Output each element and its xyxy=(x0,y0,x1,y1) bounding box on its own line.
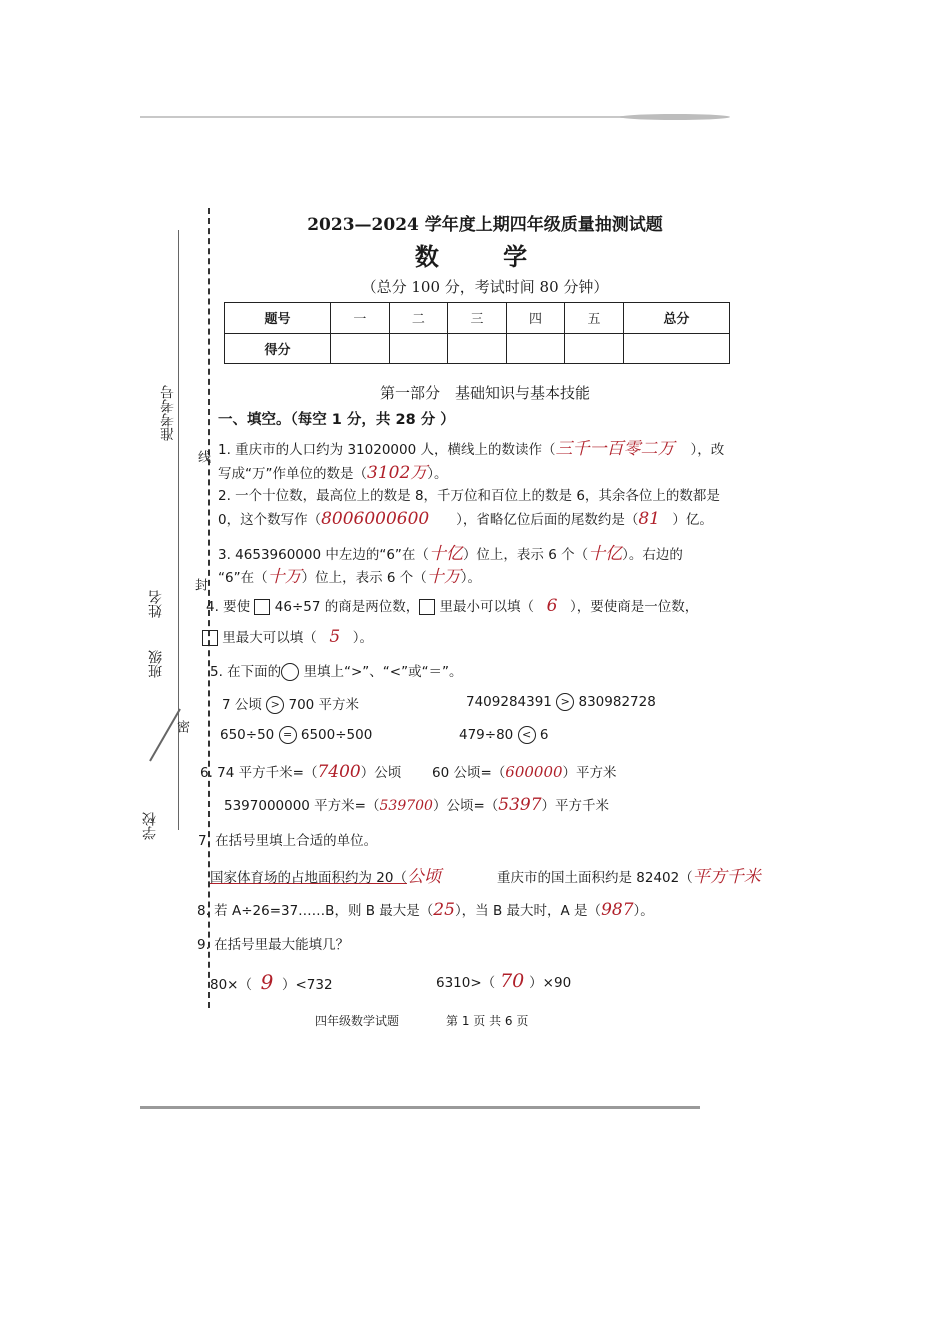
question-1-line-1: 1. 重庆市的人口约为 31020000 人，横线上的数读作（三千一百零二万 ），改 xyxy=(218,434,724,459)
part-title: 第一部分 基础知识与基本技能 xyxy=(379,384,590,402)
score-header-cell: 总分 xyxy=(623,303,729,334)
compare-row-1-right: 7409284391 > 830982728 xyxy=(466,694,656,710)
question-9-right: 6310>（ 70 ）×90 xyxy=(436,970,572,992)
exam-subtitle: （总分 100 分，考试时间 80 分钟） xyxy=(361,278,609,296)
score-row-label: 得分 xyxy=(225,333,331,364)
question-2-line-2: 0，这个数写作（8006000600 ），省略亿位后面的尾数约是（81 ）亿。 xyxy=(218,509,713,529)
question-6-line-1b: 60 公顷=（600000）平方米 xyxy=(432,763,617,781)
answer: 81 xyxy=(638,509,660,529)
score-cell xyxy=(506,333,565,364)
seal-mark: 封 xyxy=(192,578,207,591)
compare-circle: > xyxy=(266,696,284,714)
name-label: 姓名 xyxy=(148,590,164,618)
question-9-title: 9. 在括号里最大能填几？ xyxy=(197,937,350,953)
class-label: 班级 xyxy=(148,650,164,678)
blank-box xyxy=(254,599,270,615)
question-3-line-2: “6”在（十万）位上，表示 6 个（十万）。 xyxy=(218,567,481,587)
answer: 5 xyxy=(329,627,341,647)
question-9-left: 80×（ 9 ）<732 xyxy=(210,970,333,994)
scan-edge-bottom xyxy=(140,1106,700,1109)
answer: 539700 xyxy=(379,798,433,814)
question-8: 8. 若 A÷26=37……B，则 B 最大是（25），当 B 最大时，A 是（987）。 xyxy=(197,900,654,920)
score-cell xyxy=(623,333,729,364)
answer: 公顷 xyxy=(406,867,441,887)
section-heading: 一、填空。（每空 1 分，共 28 分 ） xyxy=(218,412,455,428)
score-header-cell: 三 xyxy=(448,303,507,334)
answer: 5397 xyxy=(498,795,542,815)
scan-shadow-top xyxy=(620,114,730,120)
answer: 三千一百零二万 xyxy=(555,439,675,459)
question-7-left: 国家体育场的占地面积约为 20（公顷 xyxy=(210,867,441,887)
compare-circle: = xyxy=(279,726,297,744)
score-table xyxy=(224,302,730,364)
compare-circle xyxy=(281,663,299,681)
margin-slant-line xyxy=(149,709,181,762)
binding-line xyxy=(178,230,179,830)
compare-circle: > xyxy=(556,693,574,711)
question-4-line-2: 里最大可以填（ 5 ）。 xyxy=(202,626,373,647)
blank-box xyxy=(202,630,218,646)
score-header-cell: 一 xyxy=(331,303,390,334)
exam-number-label: 准考考号 xyxy=(160,385,176,441)
answer: 6 xyxy=(546,596,558,616)
question-6-line-2: 5397000000 平方米=（539700）公顷=（5397）平方千米 xyxy=(224,795,610,815)
answer: 8006000600 xyxy=(321,509,430,529)
score-header-cell: 四 xyxy=(506,303,565,334)
question-2-line-1: 2. 一个十位数，最高位上的数是 8，千万位和百位上的数是 6，其余各位上的数都是 xyxy=(218,488,720,504)
question-4-line-1: 4. 要使 46÷57 的商是两位数， 里最小可以填（ 6 ），要使商是一位数， xyxy=(206,596,699,616)
score-cell xyxy=(331,333,390,364)
question-1-line-2: 写成“万”作单位的数是（3102万）。 xyxy=(218,463,448,483)
footer-page: 第 1 页 共 6 页 xyxy=(446,1014,529,1028)
answer: 十万 xyxy=(426,567,461,587)
blank-box xyxy=(419,599,435,615)
school-label: 学校 xyxy=(142,812,158,840)
question-7-title: 7. 在括号里填上合适的单位。 xyxy=(198,833,378,849)
answer: 平方千米 xyxy=(692,867,761,887)
compare-row-2-left: 650÷50 = 6500÷500 xyxy=(220,727,373,743)
answer: 十亿 xyxy=(428,544,463,564)
answer: 987 xyxy=(601,900,634,920)
line-mark: 线 xyxy=(195,450,210,463)
score-cell xyxy=(565,333,624,364)
score-header-cell: 题号 xyxy=(225,303,331,334)
dense-mark: 密 xyxy=(174,720,189,733)
question-5-title: 5. 在下面的 里填上“>”、“<”或“＝”。 xyxy=(210,664,463,680)
question-3-line-1: 3. 4653960000 中左边的“6”在（十亿）位上，表示 6 个（十亿）。右边的 xyxy=(218,544,683,564)
footer-title: 四年级数学试题 xyxy=(315,1014,400,1028)
question-7-right: 重庆市的国土面积约是 82402（平方千米 xyxy=(497,867,761,887)
answer: 70 xyxy=(500,970,525,992)
exam-title: 2023—2024 学年度上期四年级质量抽测试题 xyxy=(307,215,663,235)
compare-row-2-right: 479÷80 < 6 xyxy=(459,727,549,743)
answer: 7400 xyxy=(317,762,361,782)
score-cell xyxy=(389,333,448,364)
subject-title: 数 学 xyxy=(414,242,556,271)
compare-row-1-left: 7 公顷 > 700 平方米 xyxy=(222,697,360,713)
answer: 十亿 xyxy=(588,544,623,564)
answer: 600000 xyxy=(505,763,563,781)
answer: 9 xyxy=(260,970,274,994)
score-header-cell: 五 xyxy=(565,303,624,334)
answer: 3102万 xyxy=(367,463,428,483)
compare-circle: < xyxy=(518,726,536,744)
score-header-cell: 二 xyxy=(389,303,448,334)
answer: 十万 xyxy=(267,567,302,587)
answer: 25 xyxy=(433,900,455,920)
score-cell xyxy=(448,333,507,364)
question-6-line-1: 6. 74 平方千米=（7400）公顷 xyxy=(200,762,402,782)
